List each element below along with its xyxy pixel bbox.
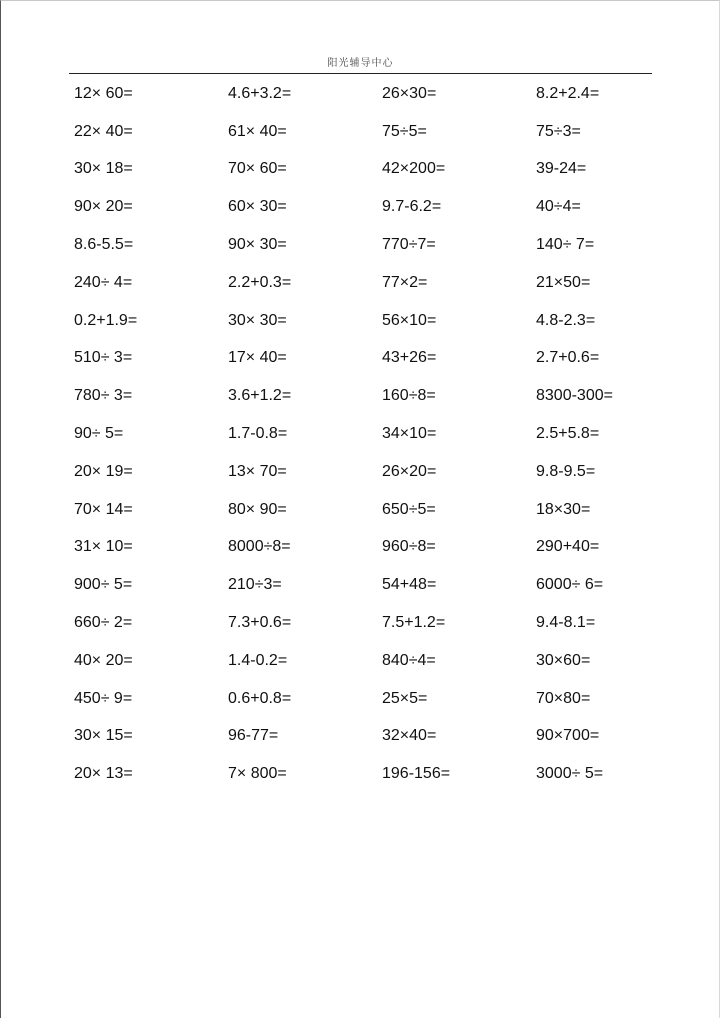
problem-item: 21×50=: [536, 273, 591, 291]
problem-item: 13× 70=: [228, 462, 287, 480]
problem-item: 8300-300=: [536, 387, 613, 405]
problem-row: [74, 491, 694, 529]
problem-item: 1.7-0.8=: [228, 425, 288, 443]
problem-item: 8.2+2.4=: [536, 84, 600, 102]
problem-item: 510÷ 3=: [74, 349, 133, 367]
page-header: [69, 51, 652, 74]
problem-row: [74, 642, 694, 680]
problem-item: 90× 20=: [74, 198, 133, 216]
problem-item: 54+48=: [382, 576, 437, 594]
problem-item: 32×40=: [382, 727, 437, 745]
problem-item: 3000÷ 5=: [536, 765, 604, 783]
problem-item: 40÷4=: [536, 198, 581, 216]
problem-item: 26×30=: [382, 84, 437, 102]
problem-item: 1.4-0.2=: [228, 651, 288, 669]
problem-item: 90×700=: [536, 727, 600, 745]
problem-item: 9.4-8.1=: [536, 614, 596, 632]
problem-item: 290+40=: [536, 538, 600, 556]
problem-row: [74, 755, 694, 793]
problem-item: 7.5+1.2=: [382, 614, 446, 632]
problem-item: 8000÷8=: [228, 538, 291, 556]
problem-item: 90× 30=: [228, 236, 287, 254]
problem-row: [74, 453, 694, 491]
problem-item: 20× 13=: [74, 765, 133, 783]
problem-row: [74, 566, 694, 604]
problem-row: [74, 340, 694, 378]
problem-item: 660÷ 2=: [74, 614, 133, 632]
problem-item: 43+26=: [382, 349, 437, 367]
problem-item: 9.8-9.5=: [536, 462, 596, 480]
problem-item: 2.5+5.8=: [536, 425, 600, 443]
problem-item: 4.6+3.2=: [228, 84, 292, 102]
problem-item: 30× 30=: [228, 311, 287, 329]
problem-item: 22× 40=: [74, 122, 133, 140]
problem-item: 7.3+0.6=: [228, 614, 292, 632]
problem-item: 56×10=: [382, 311, 437, 329]
problem-row: [74, 226, 694, 264]
problem-row: [74, 377, 694, 415]
problem-item: 25×5=: [382, 689, 428, 707]
problem-item: 31× 10=: [74, 538, 133, 556]
problem-item: 17× 40=: [228, 349, 287, 367]
problem-item: 900÷ 5=: [74, 576, 133, 594]
problem-row: [74, 302, 694, 340]
problem-item: 2.2+0.3=: [228, 273, 292, 291]
problem-item: 650÷5=: [382, 500, 436, 518]
problem-item: 70×80=: [536, 689, 591, 707]
problem-item: 140÷ 7=: [536, 236, 595, 254]
problem-item: 96-77=: [228, 727, 279, 745]
problem-item: 75÷5=: [382, 122, 427, 140]
problem-item: 26×20=: [382, 462, 437, 480]
problem-item: 80× 90=: [228, 500, 287, 518]
problem-item: 770÷7=: [382, 236, 436, 254]
problem-item: 30×60=: [536, 651, 591, 669]
problem-item: 210÷3=: [228, 576, 282, 594]
problem-item: 7× 800=: [228, 765, 287, 783]
problem-item: 450÷ 9=: [74, 689, 133, 707]
problem-item: 77×2=: [382, 273, 428, 291]
problem-row: [74, 604, 694, 642]
problem-item: 6000÷ 6=: [536, 576, 604, 594]
problem-item: 2.7+0.6=: [536, 349, 600, 367]
problem-item: 960÷8=: [382, 538, 436, 556]
problem-item: 3.6+1.2=: [228, 387, 292, 405]
problem-item: 840÷4=: [382, 651, 436, 669]
problem-item: 42×200=: [382, 160, 446, 178]
problem-item: 75÷3=: [536, 122, 581, 140]
problem-row: [74, 529, 694, 567]
problem-item: 780÷ 3=: [74, 387, 133, 405]
problem-item: 30× 15=: [74, 727, 133, 745]
problem-item: 196-156=: [382, 765, 451, 783]
problem-row: [74, 75, 694, 113]
problem-row: [74, 680, 694, 718]
problem-item: 60× 30=: [228, 198, 287, 216]
header-title: 阳光辅导中心: [327, 58, 394, 69]
problem-row: [74, 415, 694, 453]
problem-row: [74, 151, 694, 189]
problem-item: 40× 20=: [74, 651, 133, 669]
problem-row: [74, 188, 694, 226]
problem-item: 30× 18=: [74, 160, 133, 178]
problem-item: 20× 19=: [74, 462, 133, 480]
problem-item: 9.7-6.2=: [382, 198, 442, 216]
problem-row: [74, 264, 694, 302]
problem-item: 8.6-5.5=: [74, 236, 134, 254]
problem-item: 18×30=: [536, 500, 591, 518]
problem-grid: [74, 75, 694, 793]
problem-item: 4.8-2.3=: [536, 311, 596, 329]
problem-item: 39-24=: [536, 160, 587, 178]
problem-item: 90÷ 5=: [74, 425, 124, 443]
problem-item: 12× 60=: [74, 84, 133, 102]
problem-item: 61× 40=: [228, 122, 287, 140]
problem-item: 0.2+1.9=: [74, 311, 138, 329]
problem-item: 70× 60=: [228, 160, 287, 178]
problem-row: [74, 113, 694, 151]
problem-item: 70× 14=: [74, 500, 133, 518]
problem-row: [74, 718, 694, 756]
problem-item: 0.6+0.8=: [228, 689, 292, 707]
problem-item: 240÷ 4=: [74, 273, 133, 291]
problem-item: 160÷8=: [382, 387, 436, 405]
problem-item: 34×10=: [382, 425, 437, 443]
